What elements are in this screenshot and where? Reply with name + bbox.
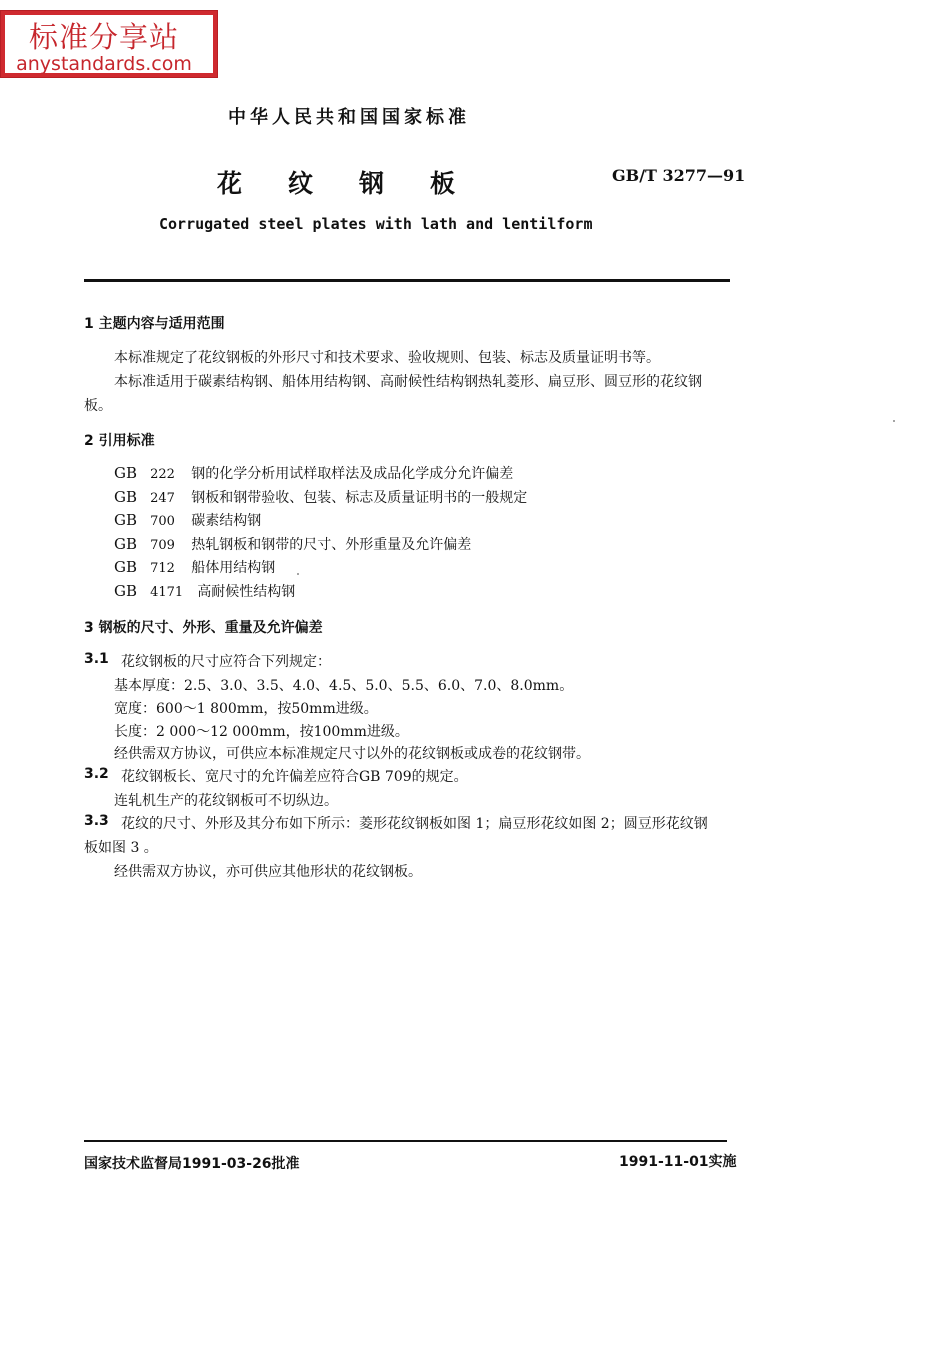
section-1-para-2: 本标准适用于碳素结构钢、船体用结构钢、高耐候性结构钢热轧菱形、扁豆形、圆豆形的花纹钢	[114, 374, 702, 390]
reference-item	[114, 581, 295, 601]
reference-title: 碳素结构钢	[191, 513, 262, 529]
reference-item	[114, 487, 527, 507]
section-1-para-2-cont: 板。	[84, 398, 112, 414]
reference-title: 船体用结构钢	[191, 560, 276, 576]
section-2-heading: 2 引用标准	[84, 433, 155, 449]
reference-number: 222	[150, 467, 175, 482]
reference-title: 钢的化学分析用试样取样法及成品化学成分允许偏差	[191, 466, 514, 482]
clause-3-2-text: 花纹钢板长、宽尺寸的允许偏差应符合GB 709的规定。	[121, 769, 468, 785]
clause-3-1-thickness: 基本厚度：2.5、3.0、3.5、4.0、4.5、5.0、5.5、6.0、7.0、8.0mm。	[114, 678, 574, 694]
reference-code: GB	[114, 511, 138, 529]
approval-date: 国家技术监督局1991-03-26批准	[84, 1156, 300, 1172]
scan-speck	[297, 573, 299, 575]
reference-title: 钢板和钢带验收、包装、标志及质量证明书的一般规定	[191, 490, 528, 506]
clause-3-3-note: 经供需双方协议，亦可供应其他形状的花纹钢板。	[114, 864, 422, 880]
reference-code: GB	[114, 558, 138, 576]
reference-item	[114, 463, 513, 483]
watermark-en: anystandards.com	[16, 53, 192, 75]
clause-3-1-text: 花纹钢板的尺寸应符合下列规定：	[121, 654, 331, 670]
watermark-logo	[0, 10, 218, 78]
footer-rule	[84, 1140, 727, 1142]
national-standard-label: 中华人民共和国国家标准	[228, 107, 470, 128]
reference-number: 700	[150, 514, 175, 529]
reference-item	[114, 510, 261, 530]
reference-code: GB	[114, 488, 138, 506]
section-1-heading: 1 主题内容与适用范围	[84, 316, 225, 332]
standard-number: GB/T 3277—91	[612, 166, 746, 185]
reference-item	[114, 534, 471, 554]
section-1-para-1: 本标准规定了花纹钢板的外形尺寸和技术要求、验收规则、包装、标志及质量证明书等。	[114, 350, 660, 366]
reference-code: GB	[114, 582, 138, 600]
clause-3-3-text-cont: 板如图 3 。	[84, 840, 158, 856]
clause-3-2-note: 连轧机生产的花纹钢板可不切纵边。	[114, 793, 338, 809]
clause-3-1-length: 长度：2 000～12 000mm，按100mm进级。	[114, 724, 409, 740]
clause-3-1-width: 宽度：600～1 800mm，按50mm进级。	[114, 701, 378, 717]
clause-3-2-number: 3.2	[84, 766, 109, 782]
clause-3-1-number: 3.1	[84, 651, 109, 667]
document-title: 花纹钢板	[217, 169, 502, 198]
reference-item	[114, 557, 275, 577]
scan-speck	[893, 420, 895, 422]
reference-number: 709	[150, 538, 175, 553]
reference-code: GB	[114, 464, 138, 482]
effective-date: 1991-11-01实施	[619, 1154, 737, 1170]
clause-3-1-note: 经供需双方协议，可供应本标准规定尺寸以外的花纹钢板或成卷的花纹钢带。	[114, 746, 590, 762]
watermark-cn: 标准分享站	[28, 20, 179, 54]
clause-3-3-text: 花纹的尺寸、外形及其分布如下所示：菱形花纹钢板如图 1；扁豆形花纹如图 2；圆豆形花纹钢	[121, 816, 708, 832]
reference-code: GB	[114, 535, 138, 553]
clause-3-3-number: 3.3	[84, 813, 109, 829]
reference-number: 712	[150, 561, 175, 576]
english-title: Corrugated steel plates with lath and lentilform	[159, 215, 593, 233]
reference-title: 热轧钢板和钢带的尺寸、外形重量及允许偏差	[191, 537, 472, 553]
reference-number: 247	[150, 491, 175, 506]
section-3-heading: 3 钢板的尺寸、外形、重量及允许偏差	[84, 620, 323, 636]
reference-number: 4171	[150, 585, 184, 600]
reference-title: 高耐候性结构钢	[197, 584, 296, 600]
header-rule	[84, 279, 730, 282]
